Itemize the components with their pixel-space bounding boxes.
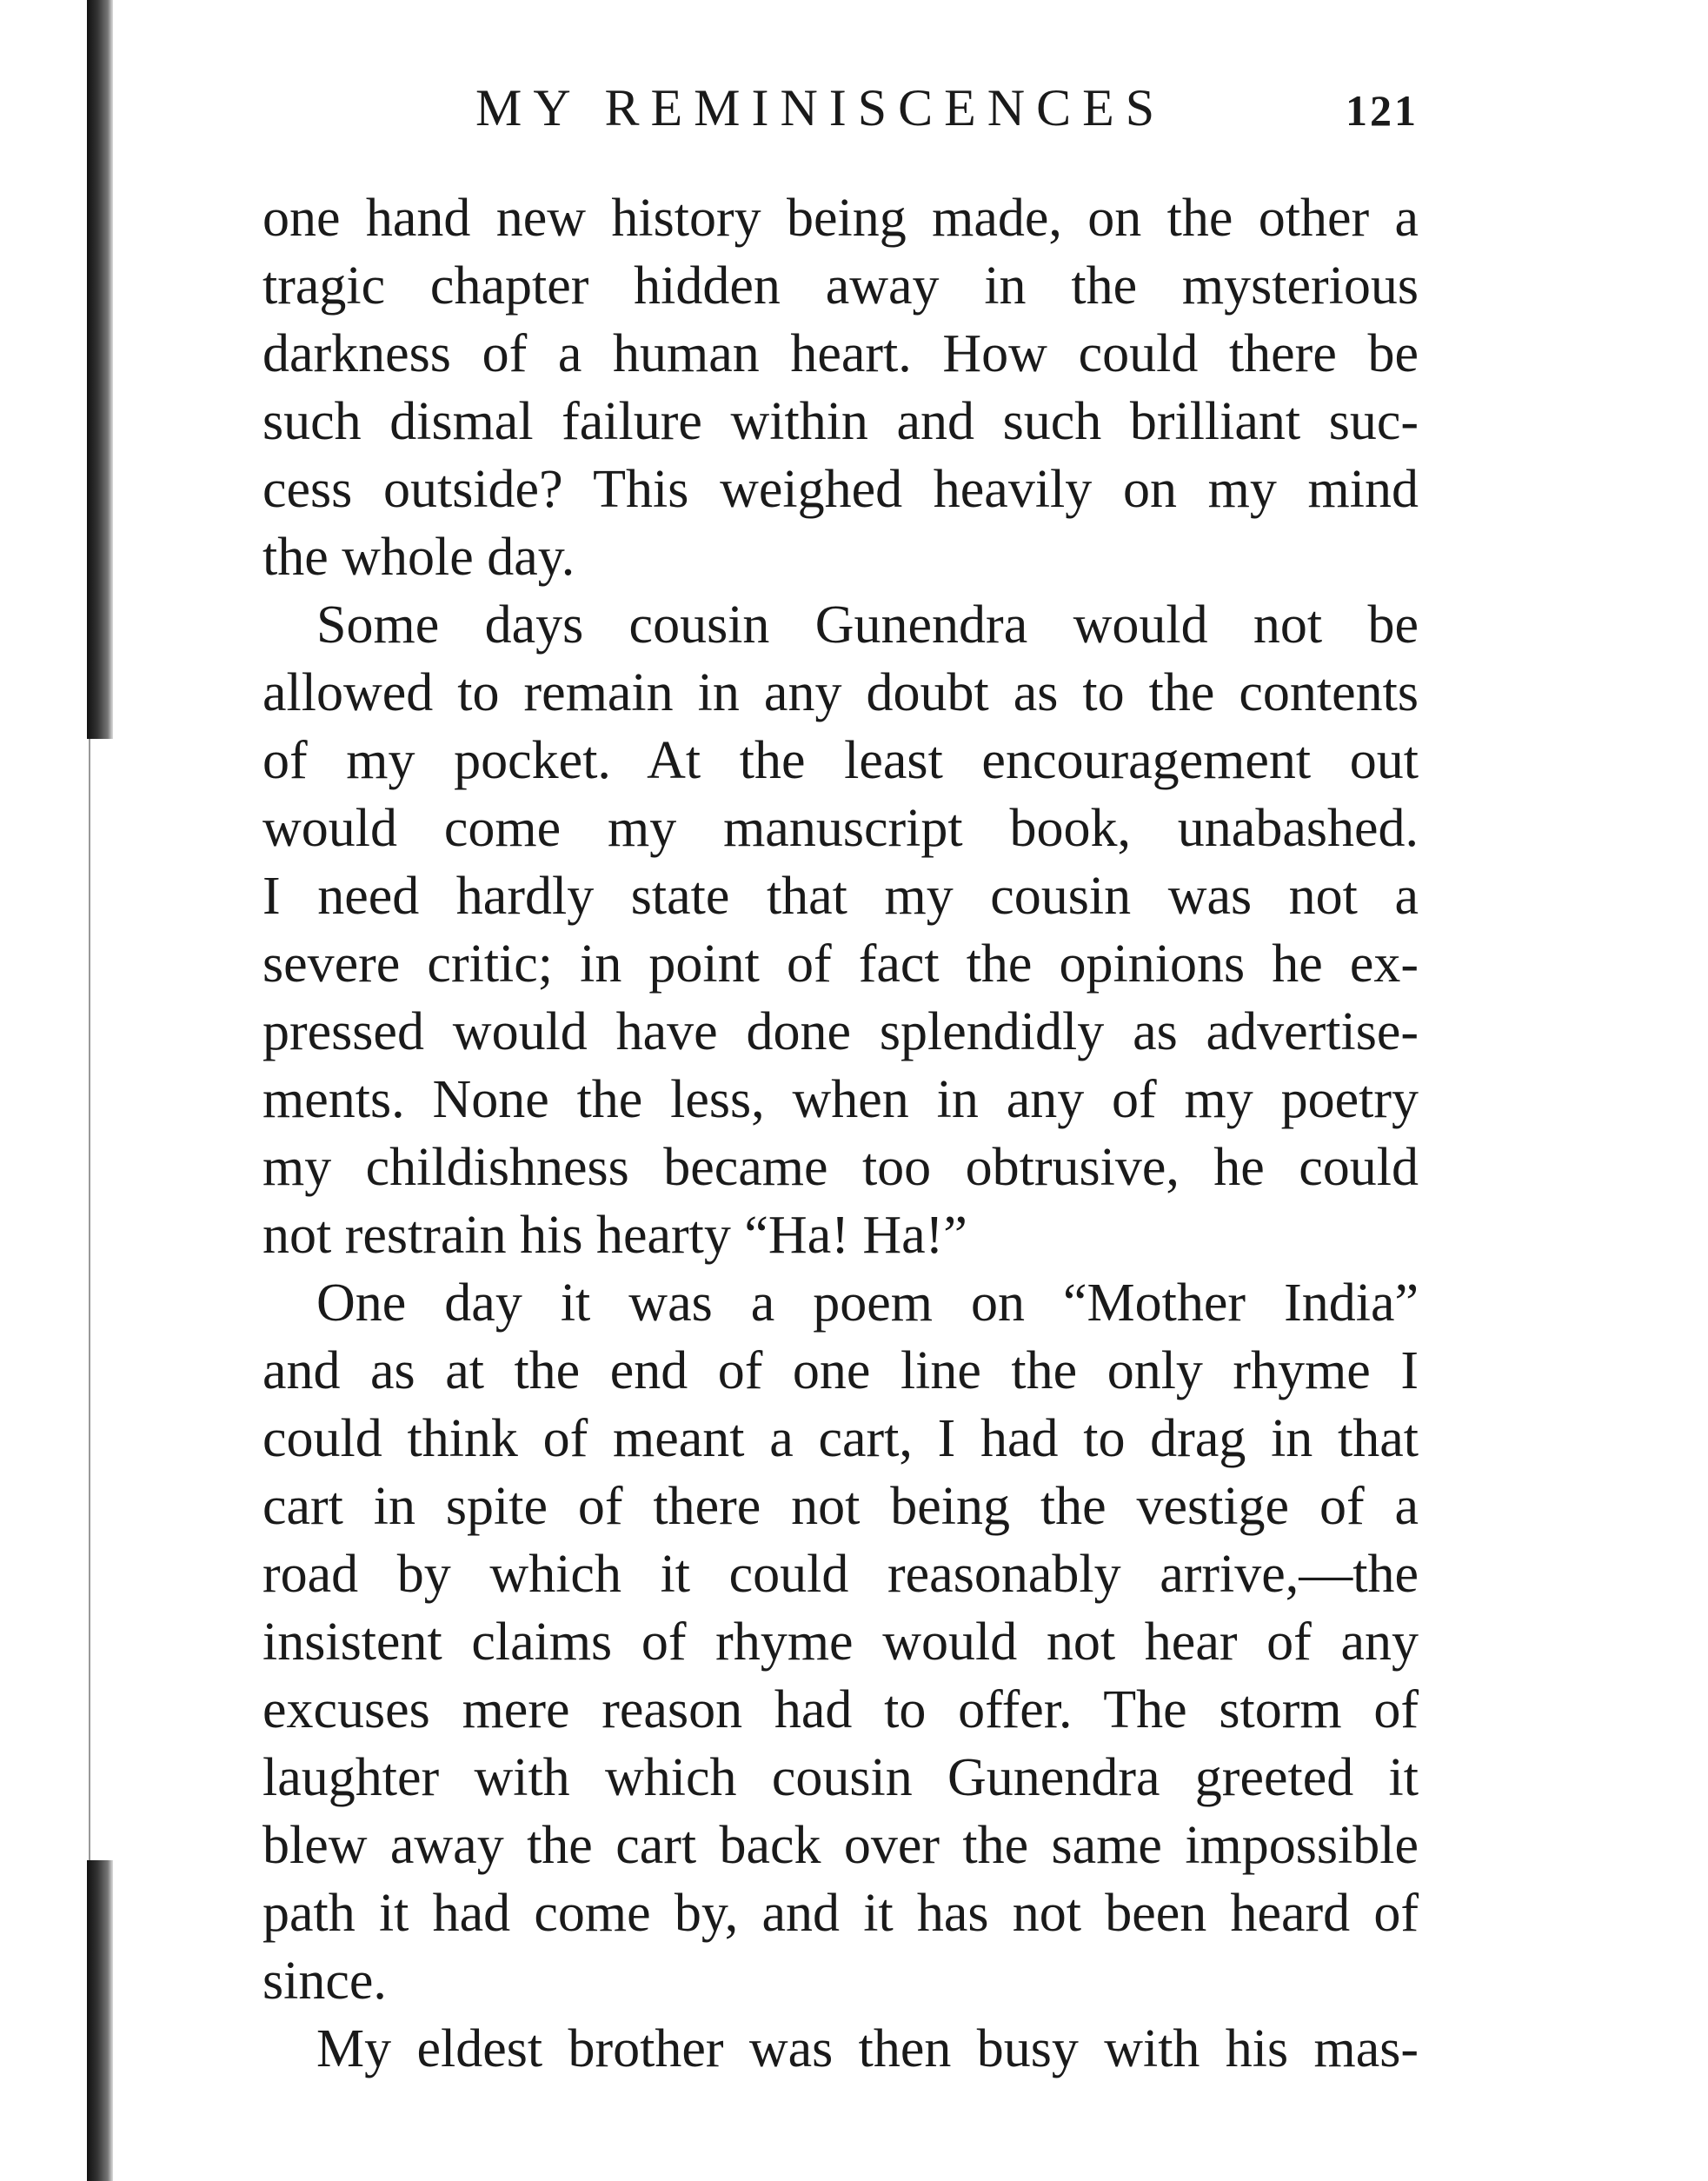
binding-shadow-top — [87, 0, 113, 739]
page-number: 121 — [1346, 86, 1419, 135]
text-line: One day it was a poem on “Mother India” — [316, 1273, 1419, 1333]
text-line: pressed would have done splendidly as advertise- — [263, 1002, 1419, 1061]
text-line: such dismal failure within and such brilliant suc- — [263, 392, 1419, 451]
text-line: not restrain his hearty “Ha! Ha!” — [263, 1206, 967, 1265]
text-line: insistent claims of rhyme would not hear of any — [263, 1612, 1419, 1672]
paragraph-3 — [263, 1269, 1419, 2015]
book-page — [263, 70, 1419, 2083]
text-line: allowed to remain in any doubt as to the contents — [263, 663, 1419, 722]
text-line: road by which it could reasonably arrive,—the — [263, 1545, 1419, 1604]
text-line: darkness of a human heart. How could there be — [263, 324, 1419, 383]
binding-shadow-bottom — [87, 1860, 113, 2181]
text-line: of my pocket. At the least encouragement out — [263, 731, 1419, 790]
paragraph-1 — [263, 184, 1419, 591]
paragraph-2 — [263, 591, 1419, 1269]
text-line: and as at the end of one line the only rhyme I — [263, 1341, 1419, 1400]
text-line: would come my manuscript book, unabashed. — [263, 799, 1419, 858]
text-line: excuses mere reason had to offer. The storm of — [263, 1680, 1419, 1739]
text-line: blew away the cart back over the same impossible — [263, 1816, 1419, 1875]
text-line: the whole day. — [263, 528, 575, 587]
text-line: since. — [263, 1952, 387, 2011]
text-line: cess outside? This weighed heavily on my mind — [263, 460, 1419, 519]
text-line: one hand new history being made, on the other a — [263, 189, 1419, 248]
text-line: my childishness became too obtrusive, he could — [263, 1138, 1419, 1197]
text-line: ments. None the less, when in any of my poetry — [263, 1070, 1419, 1129]
binding-edge-line — [89, 739, 90, 1860]
running-head-title: MY REMINISCENCES — [475, 79, 1166, 136]
text-line: laughter with which cousin Gunendra greeted it — [263, 1748, 1419, 1807]
text-line: My eldest brother was then busy with his mas- — [316, 2019, 1419, 2078]
text-line: cart in spite of there not being the vestige of a — [263, 1477, 1419, 1536]
text-line: I need hardly state that my cousin was not a — [263, 867, 1419, 926]
text-line: Some days cousin Gunendra would not be — [316, 595, 1419, 655]
text-line: severe critic; in point of fact the opinions he ex- — [263, 934, 1419, 994]
running-head — [263, 70, 1419, 148]
paragraph-4 — [263, 2015, 1419, 2083]
text-line: could think of meant a cart, I had to drag in that — [263, 1409, 1419, 1468]
text-line: tragic chapter hidden away in the mysterious — [263, 256, 1419, 316]
text-line: path it had come by, and it has not been heard of — [263, 1884, 1419, 1943]
